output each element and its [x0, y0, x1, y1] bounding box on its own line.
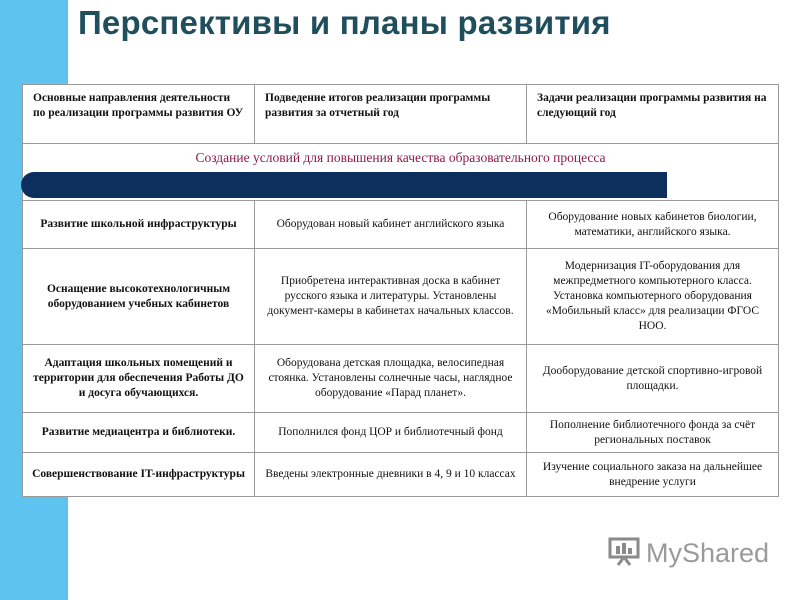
- table-row: [23, 413, 779, 453]
- row-tasks: Модернизация IT-оборудования для межпредметного компьютерного класса. Установка компьютерного оборудования «Мобильный класс» для реализации ФГОС НОО.: [527, 249, 779, 345]
- row-tasks: Изучение социального заказа на дальнейшее внедрение услуги: [527, 453, 779, 497]
- row-results: Пополнился фонд ЦОР и библиотечный фонд: [255, 413, 527, 453]
- presentation-board-icon: [608, 536, 640, 571]
- section-bar: [21, 172, 667, 198]
- plan-table-container: [22, 84, 778, 497]
- row-tasks: Дооборудование детской спортивно-игровой площадки.: [527, 345, 779, 413]
- row-direction: Адаптация школьных помещений и территории для обеспечения Работы ДО и досуга обучающихся.: [23, 345, 255, 413]
- section-row: [23, 144, 779, 201]
- table-row: [23, 249, 779, 345]
- myshared-logo[interactable]: [608, 536, 769, 571]
- row-direction: Развитие школьной инфраструктуры: [23, 201, 255, 249]
- table-header-row: [23, 85, 779, 144]
- row-direction: Развитие медиацентра и библиотеки.: [23, 413, 255, 453]
- logo-text: MyShared: [646, 538, 770, 568]
- row-results: Оборудован новый кабинет английского языка: [255, 201, 527, 249]
- row-results: Приобретена интерактивная доска в кабинет русского языка и литературы. Установлены документ-камеры в кабинетах начальных классов.: [255, 249, 527, 345]
- row-results: Введены электронные дневники в 4, 9 и 10 классах: [255, 453, 527, 497]
- table-row: [23, 453, 779, 497]
- row-results: Оборудована детская площадка, велосипедная стоянка. Установлены солнечные часы, наглядное оборудование «Парад планет».: [255, 345, 527, 413]
- corner-accent: [0, 0, 68, 68]
- table-row: [23, 345, 779, 413]
- header-directions: Основные направления деятельности по реализации программы развития ОУ: [23, 85, 255, 144]
- header-tasks: Задачи реализации программы развития на следующий год: [527, 85, 779, 144]
- section-title: Создание условий для повышения качества образовательного процесса: [195, 150, 606, 165]
- section-cell: [23, 144, 779, 201]
- table-row: [23, 201, 779, 249]
- row-direction: Совершенствование IT-инфраструктуры: [23, 453, 255, 497]
- row-direction: Оснащение высокотехнологичным оборудованием учебных кабинетов: [23, 249, 255, 345]
- plan-table: [22, 84, 779, 497]
- row-tasks: Оборудование новых кабинетов биологии, математики, английского языка.: [527, 201, 779, 249]
- page-title: Перспективы и планы развития: [78, 4, 611, 41]
- row-tasks: Пополнение библиотечного фонда за счёт региональных поставок: [527, 413, 779, 453]
- header-results: Подведение итогов реализации программы развития за отчетный год: [255, 85, 527, 144]
